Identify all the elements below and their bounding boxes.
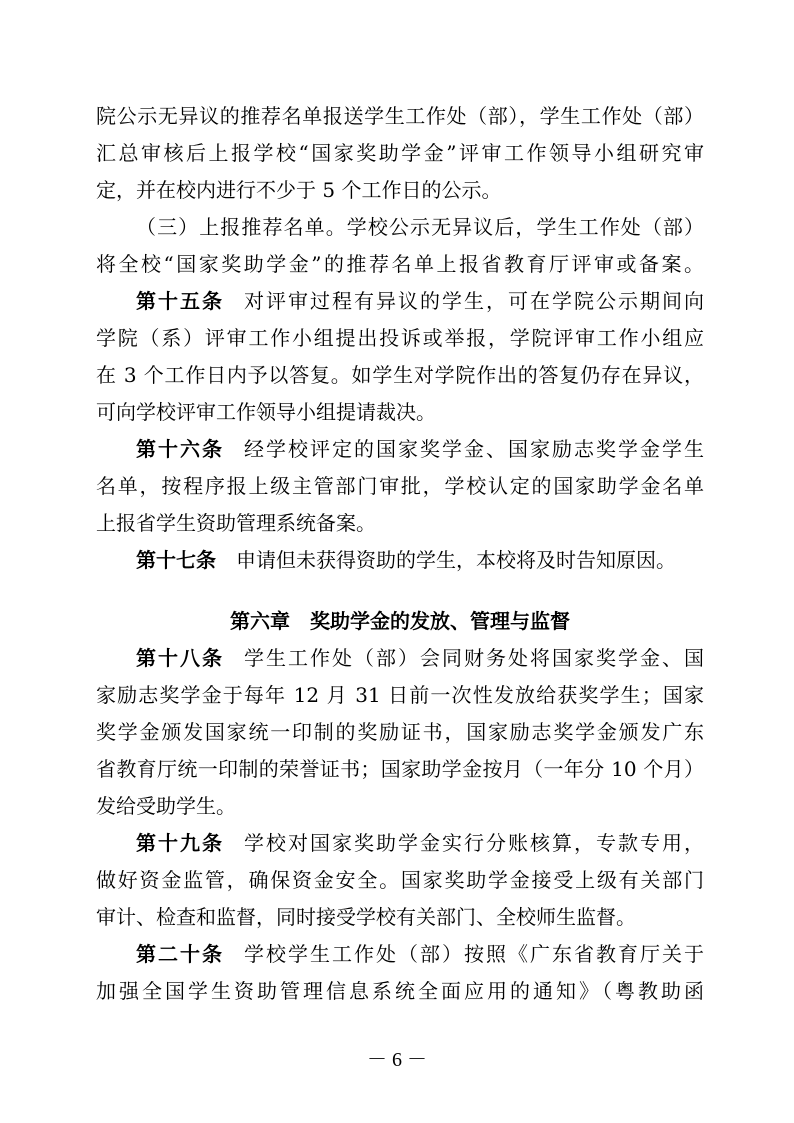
article-15-text: 对评审过程有异议的学生，可在学院公示期间向 — [244, 289, 704, 313]
document-page — [96, 98, 704, 1010]
article-20-line — [96, 936, 704, 973]
article-20-text: 学校学生工作处（部）按照《广东省教育厅关于 — [244, 942, 704, 966]
chapter-title: 第六章 奖助学金的发放、管理与监督 — [230, 609, 570, 633]
text-line: 省教育厅统一印制的荣誉证书；国家助学金按月（一年分 10 个月） — [96, 757, 704, 781]
article-17-label: 第十七条 — [136, 548, 216, 572]
article-15-label: 第十五条 — [136, 289, 224, 313]
text-line: 名单，按程序报上级主管部门审批，学校认定的国家助学金名单 — [96, 474, 704, 498]
text-line: 将全校“国家奖助学金”的推荐名单上报省教育厅评审或备案。 — [96, 252, 704, 276]
text-line: 审计、检查和监督，同时接受学校有关部门、全校师生监督。 — [96, 905, 636, 929]
article-17-line — [96, 542, 704, 579]
text-line: 在 3 个工作日内予以答复。如学生对学院作出的答复仍存在异议， — [96, 363, 704, 387]
text-line: 加强全国学生资助管理信息系统全面应用的通知》（粤教助函 — [96, 979, 704, 1003]
article-16-text: 经学校评定的国家奖学金、国家励志奖学金学生 — [244, 437, 704, 461]
text-line: 奖学金颁发国家统一印制的奖励证书，国家励志奖学金颁发广东 — [96, 720, 704, 744]
article-20-label: 第二十条 — [136, 942, 224, 966]
text-line: （三）上报推荐名单。学校公示无异议后，学生工作处（部） — [136, 215, 704, 239]
article-16-label: 第十六条 — [136, 437, 224, 461]
article-19-text: 学校对国家奖助学金实行分账核算，专款专用， — [244, 831, 704, 855]
article-17-text: 申请但未获得资助的学生，本校将及时告知原因。 — [236, 548, 676, 572]
article-19-label: 第十九条 — [136, 831, 224, 855]
article-19-line — [96, 825, 704, 862]
text-line: 家励志奖学金于每年 12 月 31 日前一次性发放给获奖学生；国家 — [96, 683, 704, 707]
article-18-text: 学生工作处（部）会同财务处将国家奖学金、国 — [244, 646, 704, 670]
article-18-label: 第十八条 — [136, 646, 224, 670]
text-line: 汇总审核后上报学校“国家奖助学金”评审工作领导小组研究审 — [96, 141, 704, 165]
article-18-line — [96, 640, 704, 677]
text-line: 做好资金监管，确保资金安全。国家奖助学金接受上级有关部门 — [96, 868, 704, 892]
text-line: 定，并在校内进行不少于 5 个工作日的公示。 — [96, 178, 502, 202]
text-line: 上报省学生资助管理系统备案。 — [96, 511, 376, 535]
text-line: 可向学校评审工作领导小组提请裁决。 — [96, 400, 436, 424]
text-line: 院公示无异议的推荐名单报送学生工作处（部），学生工作处（部） — [96, 104, 704, 128]
article-16-line — [96, 431, 704, 468]
article-15-line — [96, 283, 704, 320]
text-line: 发给受助学生。 — [96, 794, 236, 818]
text-line: 学院（系）评审工作小组提出投诉或举报，学院评审工作小组应 — [96, 326, 704, 350]
page-number: － 6 － — [367, 1049, 427, 1071]
